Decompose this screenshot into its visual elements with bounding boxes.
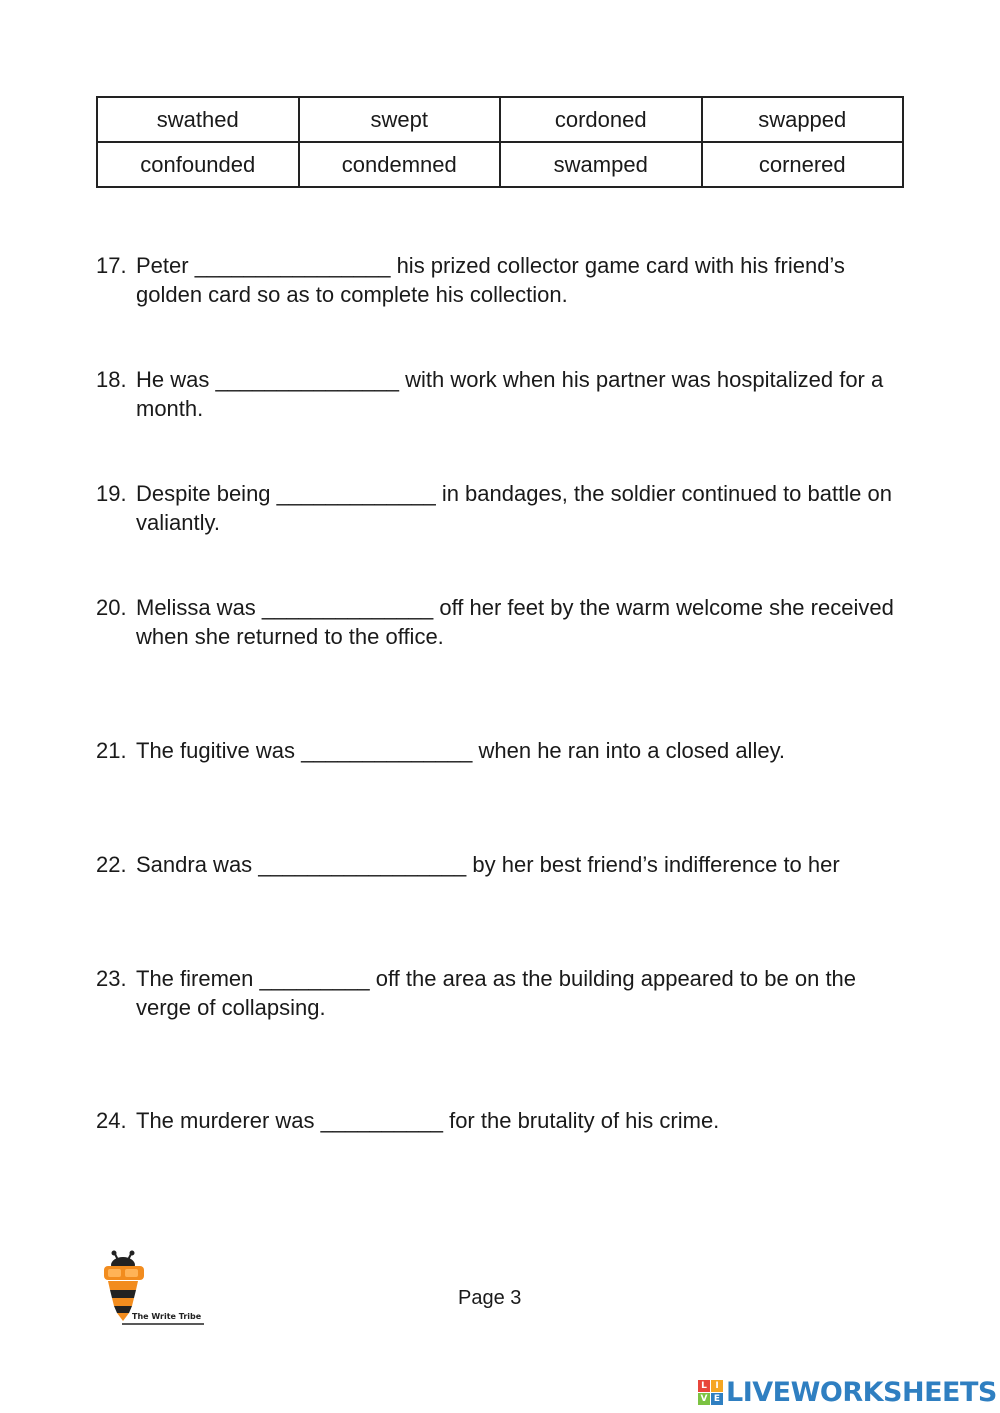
word-bank-cell: swathed bbox=[97, 97, 299, 142]
question-17 bbox=[96, 251, 896, 309]
word-bank-row bbox=[97, 97, 903, 142]
liveworksheets-icon bbox=[698, 1380, 723, 1405]
question-24 bbox=[96, 1106, 896, 1135]
brand-icon-letter: L bbox=[698, 1380, 710, 1392]
brand-icon-letter: I bbox=[711, 1380, 723, 1392]
question-text: The fugitive was ______________ when he ran into a closed alley. bbox=[136, 738, 786, 763]
question-number: 23. bbox=[96, 966, 127, 991]
question-text: Peter ________________ his prized collector game card with his friend’s golden card so as to complete his collection. bbox=[136, 253, 845, 307]
word-bank-cell: swamped bbox=[500, 142, 702, 187]
question-20 bbox=[96, 593, 896, 651]
question-text: Sandra was _________________ by her best friend’s indifference to her bbox=[136, 852, 840, 877]
word-bank-cell: cordoned bbox=[500, 97, 702, 142]
liveworksheets-name: LIVEWORKSHEETS bbox=[726, 1376, 997, 1408]
question-number: 21. bbox=[96, 738, 127, 763]
word-bank-cell: cornered bbox=[702, 142, 904, 187]
word-bank-cell: swept bbox=[299, 97, 501, 142]
question-22 bbox=[96, 850, 896, 879]
question-number: 19. bbox=[96, 481, 127, 506]
question-number: 22. bbox=[96, 852, 127, 877]
question-19 bbox=[96, 479, 896, 537]
question-number: 18. bbox=[96, 367, 127, 392]
question-18 bbox=[96, 365, 896, 423]
page-number: Page 3 bbox=[458, 1287, 522, 1309]
brand-icon-letter: V bbox=[698, 1393, 710, 1405]
question-text: The firemen _________ off the area as the building appeared to be on the verge of collapsing. bbox=[136, 966, 857, 1020]
brand-icon-letter: E bbox=[711, 1393, 723, 1405]
word-bank-cell: condemned bbox=[299, 142, 501, 187]
word-bank-cell: swapped bbox=[702, 97, 904, 142]
logo-caption: The Write Tribe bbox=[132, 1312, 202, 1321]
word-bank-row bbox=[97, 142, 903, 187]
question-text: The murderer was __________ for the brutality of his crime. bbox=[136, 1108, 720, 1133]
question-text: He was _______________ with work when his partner was hospitalized for a month. bbox=[136, 367, 884, 421]
question-number: 20. bbox=[96, 595, 127, 620]
question-number: 17. bbox=[96, 253, 127, 278]
liveworksheets-brand bbox=[698, 1377, 997, 1407]
the-write-tribe-logo bbox=[100, 1250, 210, 1328]
question-text: Despite being _____________ in bandages, the soldier continued to battle on valiantly. bbox=[136, 481, 892, 535]
question-text: Melissa was ______________ off her feet by the warm welcome she received when she returned to the office. bbox=[136, 595, 894, 649]
word-bank-table bbox=[96, 96, 904, 188]
question-number: 24. bbox=[96, 1108, 127, 1133]
question-21 bbox=[96, 736, 896, 765]
question-23 bbox=[96, 964, 896, 1022]
word-bank-cell: confounded bbox=[97, 142, 299, 187]
